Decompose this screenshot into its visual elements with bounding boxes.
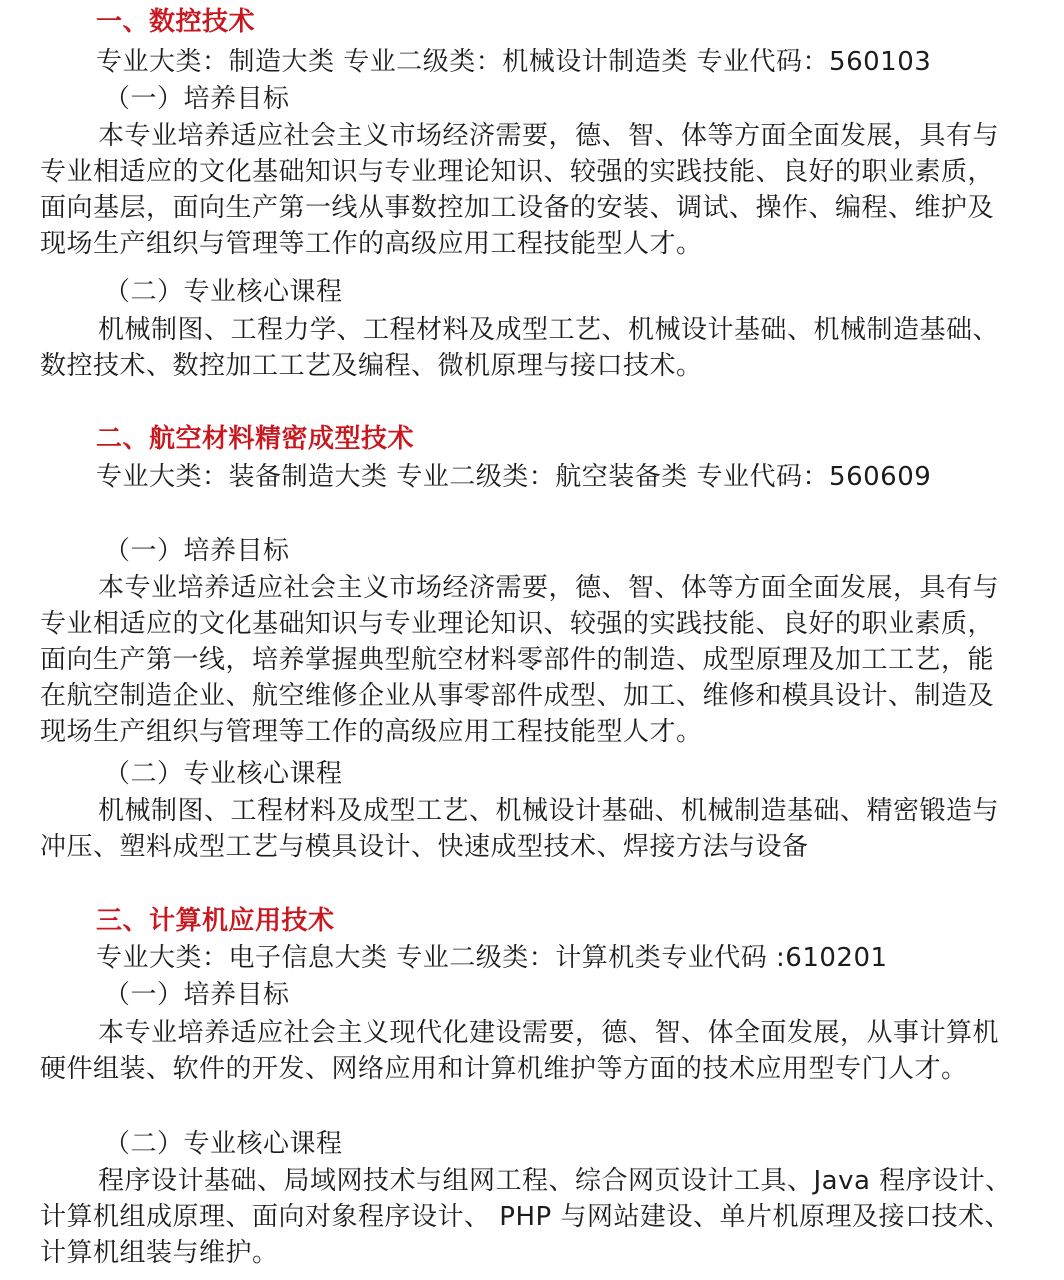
courses-text: 机械制图、工程力学、工程材料及成型工艺、机械设计基础、机械制造基础、数控技术、数控加工工艺及编程、微机原理与接口技术。 bbox=[40, 315, 1000, 381]
courses-title: （二）专业核心课程 bbox=[104, 759, 343, 789]
goal-title: （一）培养目标 bbox=[104, 980, 290, 1010]
section-meta: 专业大类：制造大类 专业二级类：机械设计制造类 专业代码：560103 bbox=[96, 47, 932, 77]
courses-title: （二）专业核心课程 bbox=[104, 1129, 343, 1159]
section-heading: 二、航空材料精密成型技术 bbox=[96, 424, 415, 454]
courses-title: （二）专业核心课程 bbox=[104, 277, 343, 307]
courses-text: 程序设计基础、局域网技术与组网工程、综合网页设计工具、Java 程序设计、计算机组成原理、面向对象程序设计、 PHP 与网站建设、单片机原理及接口技术、计算机组装与维护。 bbox=[40, 1166, 1012, 1268]
goal-title: （一）培养目标 bbox=[104, 84, 290, 114]
goal-text: 本专业培养适应社会主义市场经济需要，德、智、体等方面全面发展，具有与专业相适应的文化基础知识与专业理论知识、较强的实践技能、良好的职业素质，面向生产第一线，培养掌握典型航空材料零部件的制造、成型原理及加工工艺，能在航空制造企业、航空维修企业从事零部件成型、加工、维修和模具设计、制造及现场生产组织与管理等工作的高级应用工程技能型人才。 bbox=[40, 573, 1000, 747]
goal-title: （一）培养目标 bbox=[104, 536, 290, 566]
goal-text: 本专业培养适应社会主义市场经济需要，德、智、体等方面全面发展，具有与专业相适应的文化基础知识与专业理论知识、较强的实践技能、良好的职业素质，面向基层，面向生产第一线从事数控加工设备的安装、调试、操作、编程、维护及现场生产组织与管理等工作的高级应用工程技能型人才。 bbox=[40, 121, 1000, 259]
section-heading: 三、计算机应用技术 bbox=[96, 906, 335, 936]
section-meta: 专业大类：装备制造大类 专业二级类：航空装备类 专业代码：560609 bbox=[96, 462, 932, 492]
section-heading: 一、数控技术 bbox=[96, 7, 256, 37]
courses-text: 机械制图、工程材料及成型工艺、机械设计基础、机械制造基础、精密锻造与冲压、塑料成型工艺与模具设计、快速成型技术、焊接方法与设备 bbox=[40, 796, 1000, 862]
section-meta: 专业大类：电子信息大类 专业二级类：计算机类专业代码 :610201 bbox=[96, 943, 888, 973]
goal-text: 本专业培养适应社会主义现代化建设需要，德、智、体全面发展，从事计算机硬件组装、软件的开发、网络应用和计算机维护等方面的技术应用型专门人才。 bbox=[40, 1018, 1000, 1084]
